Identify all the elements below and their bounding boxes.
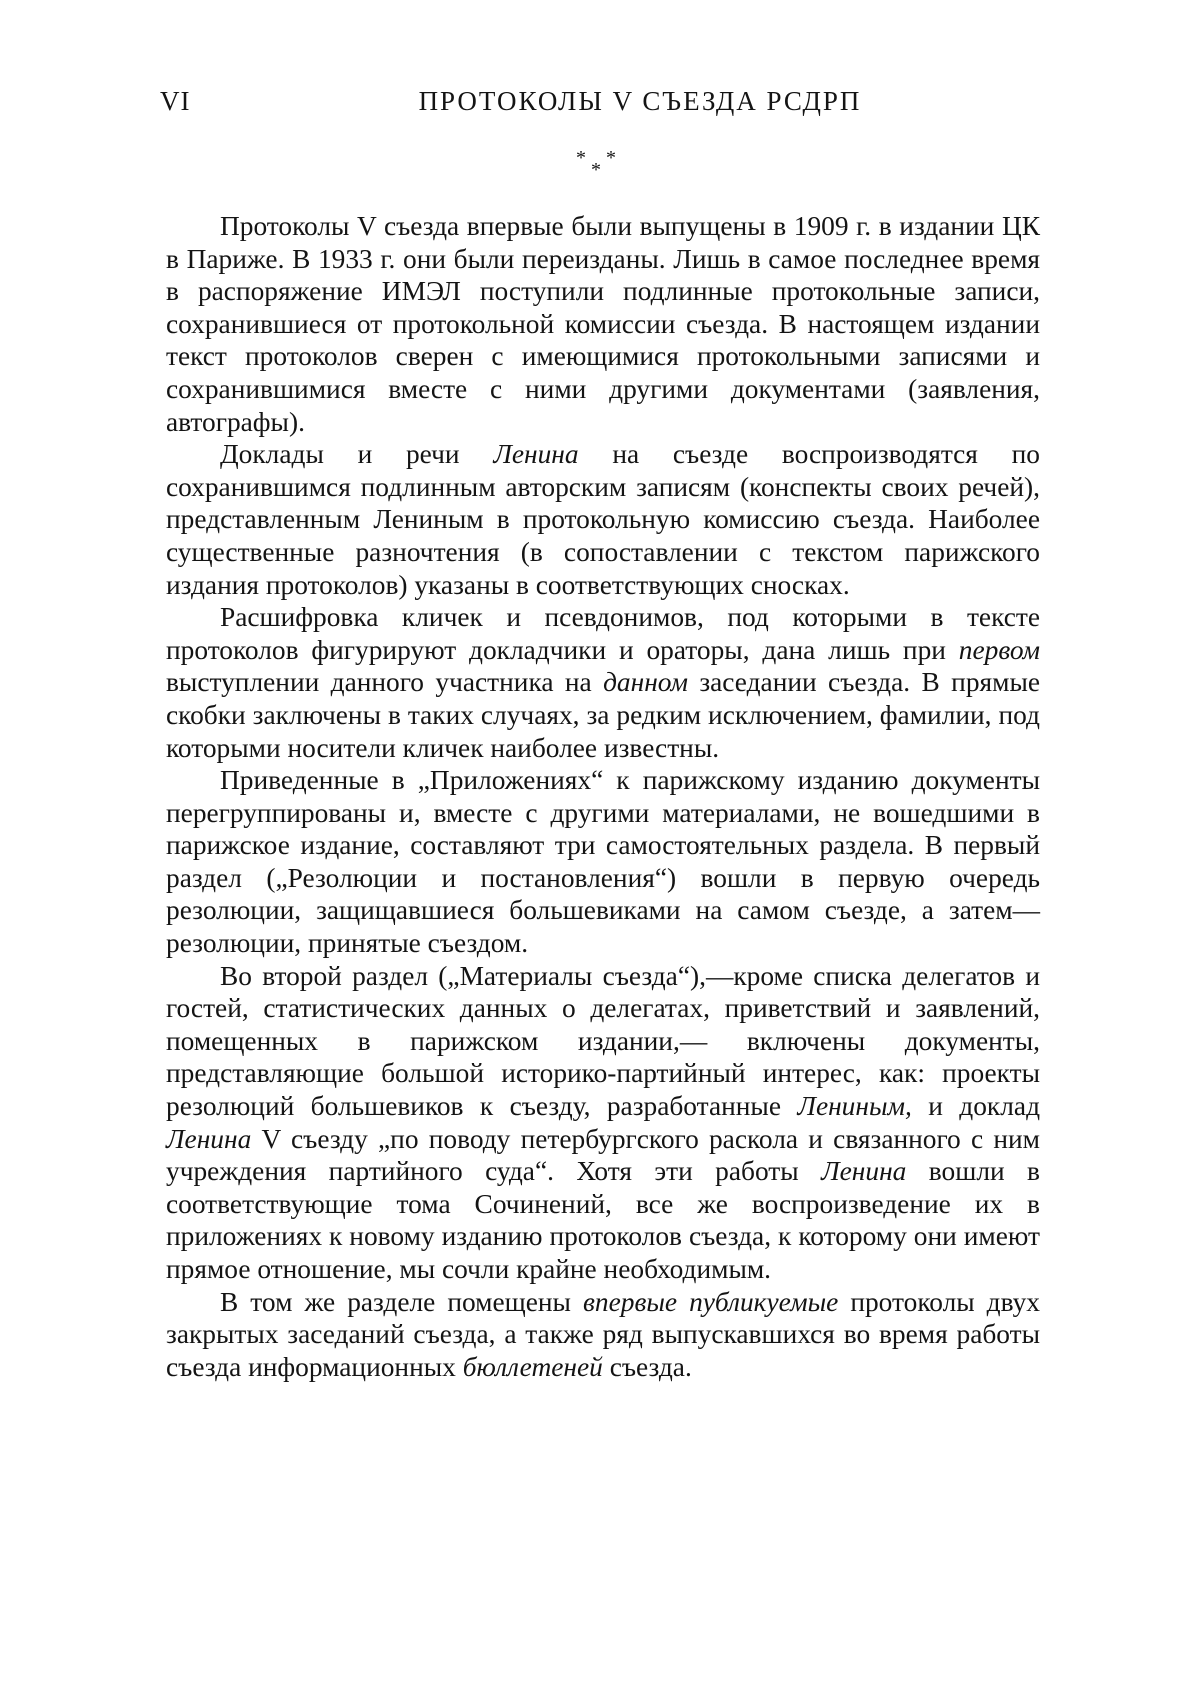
text-run: Протоколы V съезда впервые были выпущены в 1909 г. в издании ЦК в Париже. В 1933 г. они были переизданы. Лишь в самое последнее время в распоряжение ИМЭЛ поступили подлинные протокольные записи, сохранившиеся от протокольной комиссии съезда. В настоящем издании текст протоколов сверен с имеющимися протокольными записями и сохранившимися вместе с ними другими документами (заявления, автографы). — [166, 211, 1040, 437]
text-run: на съезде воспроизводятся по сохранившимся подлинным авторским записям (конспекты своих речей), представленным Лениным в протокольную комиссию съезда. Наиболее существенные разночтения (в сопоставлении с текстом парижского издания протоколов) указаны в соответствующих сносках. — [166, 439, 1040, 600]
text-run: Доклады и речи — [220, 439, 494, 470]
paragraph — [166, 764, 1040, 960]
text-run: Расшифровка кличек и псевдонимов, под которыми в тексте протоколов фигурируют докладчики и ораторы, дана лишь при — [166, 602, 1040, 665]
paragraph — [166, 1286, 1040, 1384]
text-run: Приведенные в „Приложениях“ к парижскому изданию документы перегруппированы и, вместе с другими материалами, не вошедшими в парижское издание, составляют три самостоятельных раздела. В первый раздел („Резолюции и постановления“) вошли в первую очередь резолюции, защищавшиеся большевиками на самом съезде, а затем—резолюции, принятые съездом. — [166, 765, 1040, 959]
text-run: протоколы двух закрытых заседаний съезда, а также ряд выпускавшихся во время работы съезда информационных — [166, 1286, 1040, 1382]
paragraph — [166, 960, 1040, 1286]
italic-emphasis: Лениным, — [797, 1091, 912, 1122]
text-run: вошли в соответствующие тома Сочинений, все же воспроизведение их в приложениях к новому изданию протоколов съезда, к которому они имеют прямое отношение, мы сочли крайне необходимым. — [166, 1156, 1040, 1284]
body-text — [166, 210, 1040, 1383]
paragraph — [166, 601, 1040, 764]
asterism-ornament — [560, 142, 640, 182]
italic-emphasis: данном — [603, 667, 688, 698]
running-head — [160, 86, 1040, 126]
running-title: ПРОТОКОЛЫ V СЪЕЗДА РСДРП — [418, 86, 862, 116]
text-run: съезда. — [602, 1351, 692, 1382]
italic-emphasis: бюллетеней — [462, 1351, 603, 1382]
italic-emphasis: Ленина — [166, 1123, 252, 1154]
italic-emphasis: первом — [958, 634, 1040, 665]
italic-emphasis: Ленина — [493, 439, 579, 470]
page-number: VI — [160, 86, 191, 116]
asterism-star: * — [591, 159, 601, 181]
text-run: Во второй раздел („Материалы съезда“),—кроме списка делегатов и гостей, статистических данных о делегатах, приветствий и заявлений, помещенных в парижском издании,— включены документы, представляющие большой историко-партийный интерес, как: проекты резолюций большевиков к съезду, разработанные — [166, 960, 1040, 1122]
italic-emphasis: впервые публикуемые — [583, 1286, 839, 1317]
text-run: заседании съезда. В прямые скобки заключены в таких случаях, за редким исключением, фамилии, под которыми носители кличек наиболее известны. — [166, 667, 1041, 763]
asterism-star: * — [606, 147, 616, 169]
paragraph — [166, 210, 1040, 438]
asterism-star: * — [576, 147, 586, 169]
text-run: и доклад — [911, 1091, 1041, 1122]
text-run: выступлении данного участника на — [166, 667, 604, 698]
italic-emphasis: Ленина — [821, 1156, 907, 1187]
paragraph — [166, 438, 1040, 601]
text-run: В том же разделе помещены — [220, 1286, 583, 1317]
text-run: V съезду „по поводу петербургского раскола и связанного с ним учреждения партийного суда“. Хотя эти работы — [166, 1123, 1040, 1187]
